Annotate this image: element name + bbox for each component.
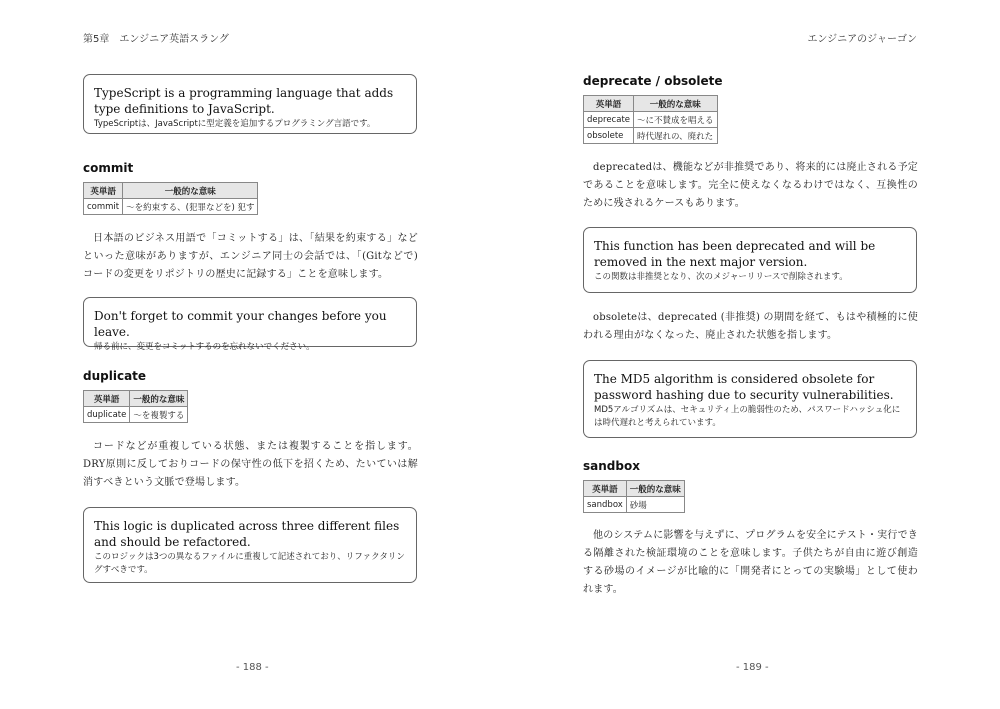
body-sandbox: 他のシステムに影響を与えずに、プログラムを安全にテスト・実行できる隔離された検証環境のことを意味します。子供たちが自由に遊び創造する砂場のイメージが比喩的に「開発者にとっての実験場」として使われます。 bbox=[583, 530, 918, 595]
body-deprecated: deprecatedは、機能などが非推奨であり、将来的には廃止される予定であることを意味します。完全に使えなくなるわけではなく、互換性のために残されるケースもあります。 bbox=[583, 162, 918, 209]
table-header-word: 英単語 bbox=[84, 183, 123, 199]
table-cell-word: obsolete bbox=[584, 128, 634, 144]
example-box-duplicate bbox=[83, 507, 417, 583]
body-commit: 日本語のビジネス用語で「コミットする」は、「結果を約束する」などといった意味がありますが、エンジニア同士の会話では、「(Gitなどで) コードの変更をリポジトリの歴史に記録する」ことを意味します。 bbox=[83, 233, 418, 280]
running-head-left: 第5章 エンジニア英語スラング bbox=[83, 34, 229, 45]
example-english: TypeScript is a programming language that adds type definitions to JavaScript. bbox=[94, 86, 394, 116]
body-duplicate: コードなどが重複している状態、または複製することを指します。DRY原則に反しておりコードの保守性の低下を招くため、たいていは解消すべきという文脈で登場します。 bbox=[83, 441, 418, 488]
table-header-meaning: 一般的な意味 bbox=[634, 96, 718, 112]
term-table-commit bbox=[83, 182, 258, 215]
example-japanese: この関数は非推奨となり、次のメジャーリリースで削除されます。 bbox=[594, 272, 848, 282]
example-english: This function has been deprecated and will be removed in the next major version. bbox=[594, 239, 876, 269]
running-head-right: エンジニアのジャーゴン bbox=[807, 34, 917, 45]
example-japanese: MD5アルゴリズムは、セキュリティ上の脆弱性のため、パスワードハッシュ化には時代遅れと考えられています。 bbox=[594, 405, 901, 428]
example-english: This logic is duplicated across three different files and should be refactored. bbox=[94, 519, 400, 549]
table-cell-meaning: 〜に不賛成を唱える bbox=[634, 112, 718, 128]
term-table-deprecate bbox=[583, 95, 718, 144]
table-header-meaning: 一般的な意味 bbox=[123, 183, 258, 199]
table-cell-meaning: 〜を約束する、(犯罪などを) 犯す bbox=[123, 199, 258, 215]
example-box-obsolete bbox=[583, 360, 917, 438]
heading-deprecate: deprecate / obsolete bbox=[583, 74, 723, 88]
example-box-commit bbox=[83, 297, 417, 352]
example-box-deprecated bbox=[583, 227, 917, 293]
heading-duplicate: duplicate bbox=[83, 369, 147, 383]
table-header-word: 英単語 bbox=[584, 481, 627, 497]
table-header-word: 英単語 bbox=[584, 96, 634, 112]
table-cell-meaning: 砂場 bbox=[626, 497, 684, 513]
table-header-meaning: 一般的な意味 bbox=[130, 391, 188, 407]
term-table-duplicate bbox=[83, 390, 188, 423]
table-cell-word: sandbox bbox=[584, 497, 627, 513]
table-cell-word: deprecate bbox=[584, 112, 634, 128]
heading-commit: commit bbox=[83, 161, 134, 175]
example-box-typescript bbox=[83, 74, 417, 134]
example-japanese: 帰る前に、変更をコミットするのを忘れないでください。 bbox=[94, 342, 315, 352]
table-header-word: 英単語 bbox=[84, 391, 130, 407]
heading-sandbox: sandbox bbox=[583, 459, 640, 473]
table-cell-meaning: 時代遅れの、廃れた bbox=[634, 128, 718, 144]
page-number-left: - 188 - bbox=[236, 662, 269, 673]
right-page bbox=[500, 0, 1000, 709]
example-japanese: このロジックは3つの異なるファイルに重複して記述されており、リファクタリングすべきです。 bbox=[94, 552, 405, 575]
body-obsolete: obsoleteは、deprecated (非推奨) の期間を経て、もはや積極的に使われる理由がなくなった、廃止された状態を指します。 bbox=[583, 312, 918, 341]
table-header-meaning: 一般的な意味 bbox=[626, 481, 684, 497]
term-table-sandbox bbox=[583, 480, 685, 513]
table-cell-word: commit bbox=[84, 199, 123, 215]
example-english: Don't forget to commit your changes before you leave. bbox=[94, 309, 387, 339]
page-number-right: - 189 - bbox=[736, 662, 769, 673]
example-english: The MD5 algorithm is considered obsolete for password hashing due to security vulnerabilities. bbox=[594, 372, 894, 402]
example-japanese: TypeScriptは、JavaScriptに型定義を追加するプログラミング言語です。 bbox=[94, 119, 376, 129]
table-cell-meaning: 〜を複製する bbox=[130, 407, 188, 423]
table-cell-word: duplicate bbox=[84, 407, 130, 423]
